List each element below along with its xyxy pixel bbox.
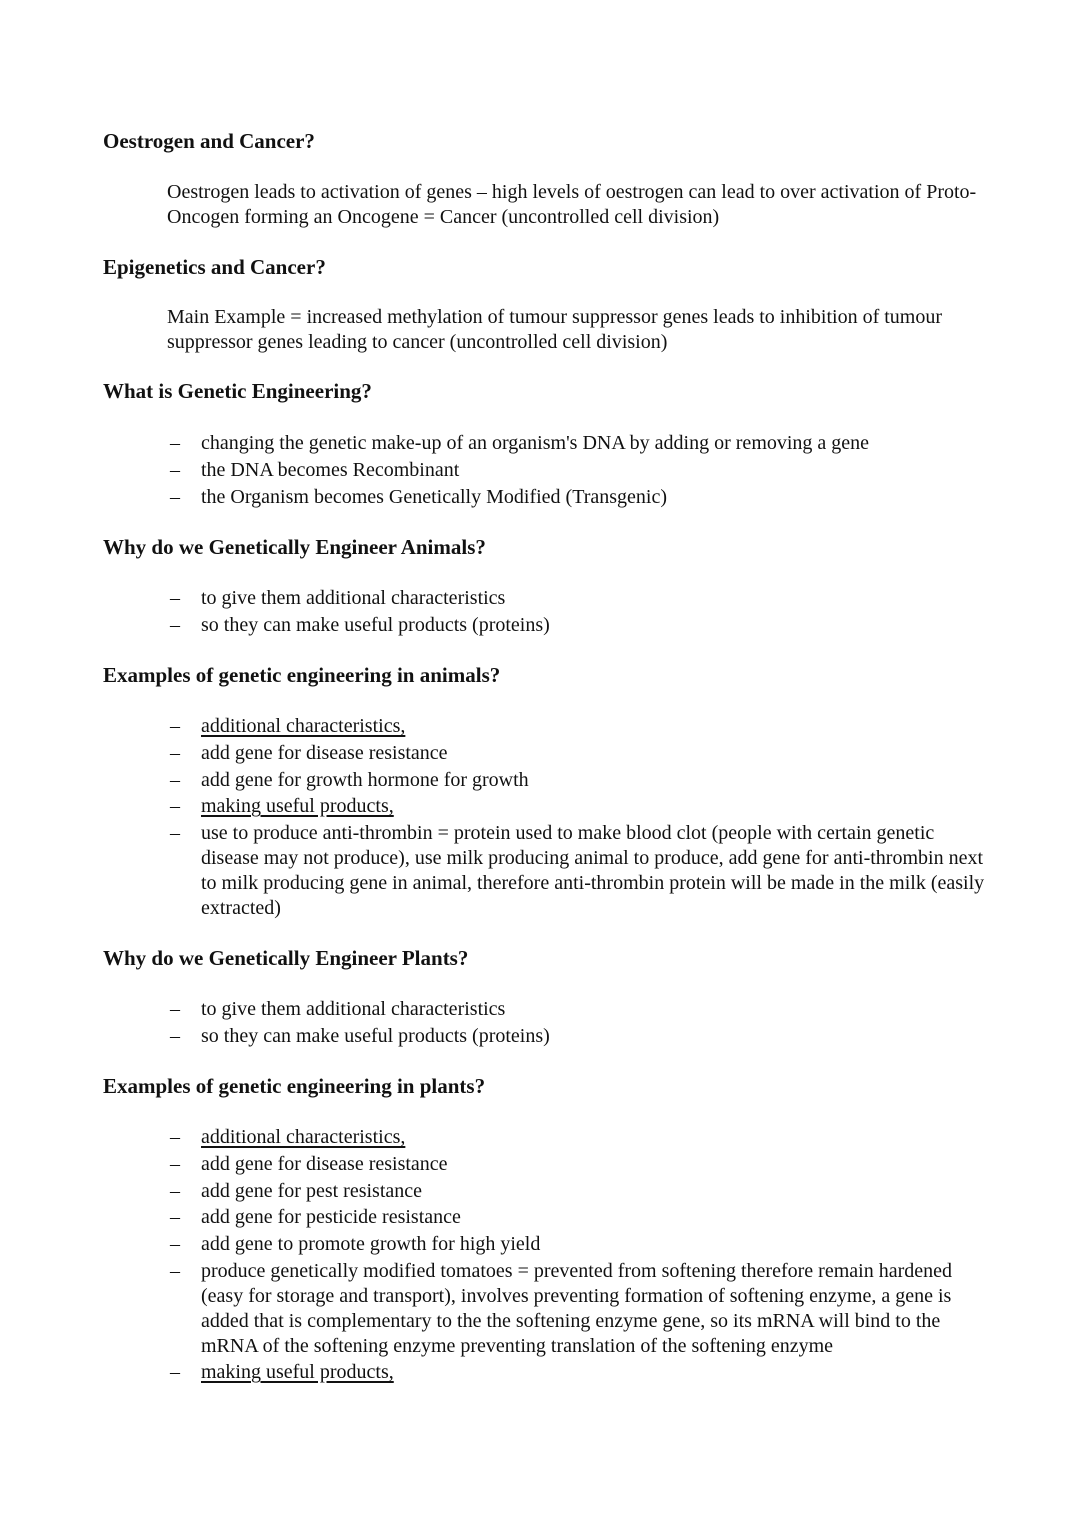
list-why-engineer-animals [167, 586, 987, 640]
list-item-text: additional characteristics, [201, 715, 406, 737]
bullet-dash: – [170, 795, 180, 818]
list-why-engineer-plants [167, 997, 987, 1051]
list-item-text: add gene for pest resistance [201, 1179, 423, 1202]
heading-epigenetics-cancer: Epigenetics and Cancer? [103, 255, 326, 279]
list-item [167, 485, 987, 511]
list-item [167, 586, 987, 612]
bullet-dash: – [170, 741, 180, 764]
heading-why-engineer-animals: Why do we Genetically Engineer Animals? [103, 535, 486, 559]
list-item [167, 1152, 987, 1178]
list-item [167, 997, 987, 1023]
list-item-text: add gene for growth hormone for growth [201, 768, 529, 791]
bullet-dash: – [170, 1361, 180, 1384]
list-item [167, 768, 987, 794]
bullet-dash: – [170, 1206, 180, 1229]
list-item [167, 1232, 987, 1258]
list-item [167, 821, 987, 921]
list-item [167, 1259, 987, 1359]
list-item-text: add gene for disease resistance [201, 1152, 448, 1175]
heading-what-is-genetic-engineering: What is Genetic Engineering? [103, 379, 372, 403]
bullet-dash: – [170, 1024, 180, 1047]
bullet-dash: – [170, 587, 180, 609]
list-item [167, 1360, 987, 1386]
list-item-text: to give them additional characteristics [201, 998, 506, 1020]
list-item-text: use to produce anti-thrombin = protein used to make blood clot (people with certain genetic disease may not produce), use milk producing animal to produce, add gene for anti-thrombin next to milk producing gene in animal, therefore anti-thrombin protein will be made in the milk (easily extracted) [201, 822, 985, 920]
heading-oestrogen-cancer: Oestrogen and Cancer? [103, 129, 315, 153]
list-item-text: to give them additional characteristics [201, 587, 506, 609]
paragraph-epigenetics-cancer: Main Example = increased methylation of tumour suppressor genes leads to inhibition of tumour suppressor genes leading to cancer (uncontrolled cell division) [167, 306, 943, 353]
bullet-dash: – [170, 1259, 180, 1282]
list-what-is-genetic-engineering [167, 431, 987, 511]
heading-examples-plants: Examples of genetic engineering in plants? [103, 1074, 486, 1098]
list-item [167, 458, 987, 484]
bullet-dash: – [170, 1152, 180, 1175]
list-item-text: making useful products, [201, 1361, 394, 1384]
list-item [167, 794, 987, 820]
list-item [167, 714, 987, 740]
heading-why-engineer-plants: Why do we Genetically Engineer Plants? [103, 946, 469, 970]
bullet-dash: – [170, 1126, 180, 1148]
bullet-dash: – [170, 1179, 180, 1202]
list-item [167, 431, 987, 457]
list-item-text: add gene for disease resistance [201, 741, 448, 764]
bullet-dash: – [170, 432, 180, 454]
list-item [167, 1024, 987, 1050]
list-item [167, 613, 987, 639]
list-item-text: add gene for pesticide resistance [201, 1206, 461, 1229]
bullet-dash: – [170, 458, 180, 481]
list-item-text: so they can make useful products (proteins) [201, 613, 550, 636]
paragraph-oestrogen-cancer: Oestrogen leads to activation of genes – high levels of oestrogen can lead to over activation of Proto-Oncogen forming an Oncogene = Cancer (uncontrolled cell division) [167, 181, 977, 228]
list-examples-animals [167, 714, 987, 922]
bullet-dash: – [170, 715, 180, 737]
list-item-text: additional characteristics, [201, 1126, 406, 1148]
list-item-text: so they can make useful products (proteins) [201, 1024, 550, 1047]
bullet-dash: – [170, 822, 180, 845]
bullet-dash: – [170, 613, 180, 636]
list-item [167, 741, 987, 767]
list-item-text: making useful products, [201, 795, 394, 818]
list-item-text: the Organism becomes Genetically Modified (Transgenic) [201, 485, 667, 508]
bullet-dash: – [170, 998, 180, 1020]
list-item-text: add gene to promote growth for high yield [201, 1233, 541, 1256]
bullet-dash: – [170, 1233, 180, 1256]
list-item-text: produce genetically modified tomatoes = prevented from softening therefore remain hardened (easy for storage and transport), involves preventing formation of softening enzyme, a gene is added that is complementary to the the softening enzyme gene, so its mRNA will bind to the mRNA of the softening enzyme preventing translation of the softening enzyme [201, 1259, 952, 1357]
list-item [167, 1125, 987, 1151]
list-item [167, 1179, 987, 1205]
bullet-dash: – [170, 485, 180, 508]
bullet-dash: – [170, 768, 180, 791]
list-examples-plants [167, 1125, 987, 1387]
heading-examples-animals: Examples of genetic engineering in animals? [103, 663, 501, 687]
list-item [167, 1205, 987, 1231]
list-item-text: changing the genetic make-up of an organism's DNA by adding or removing a gene [201, 432, 870, 454]
list-item-text: the DNA becomes Recombinant [201, 458, 460, 481]
